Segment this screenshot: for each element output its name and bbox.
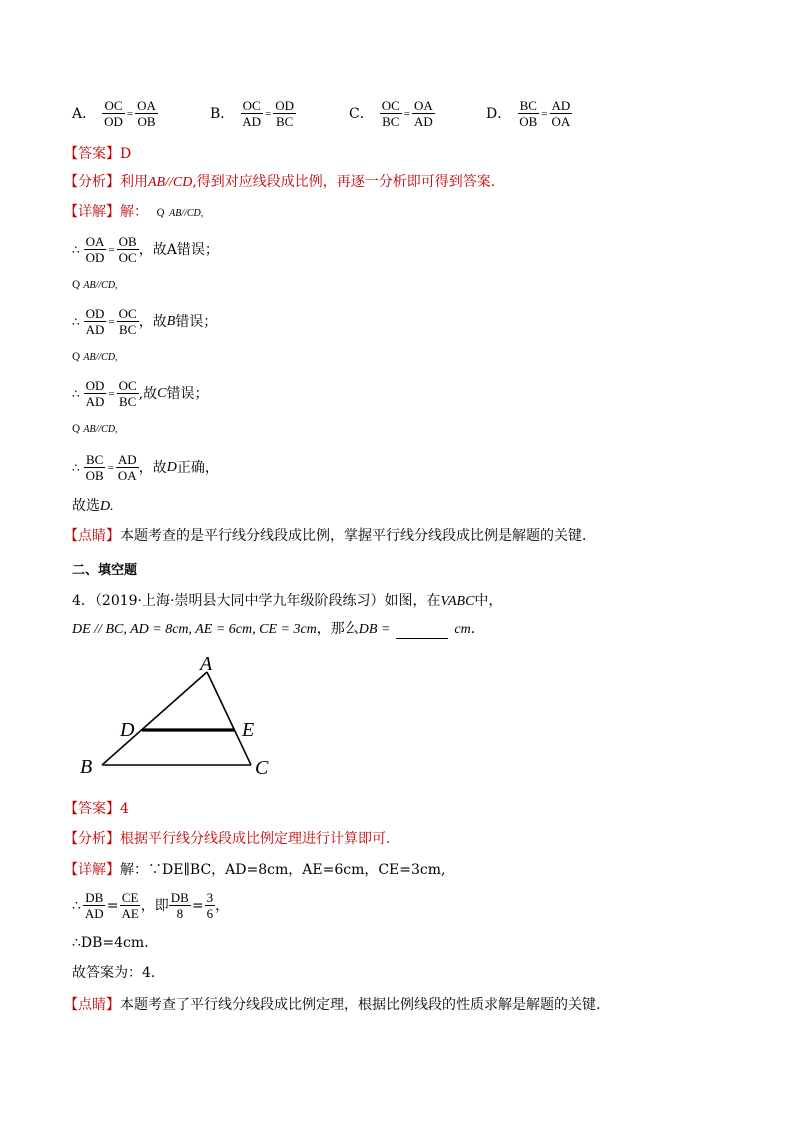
denominator: OD <box>104 114 123 129</box>
fraction <box>550 98 573 129</box>
comment-text: 本题考查了平行线分线段成比例定理，根据比例线段的性质求解是解题的关键. <box>120 997 601 1013</box>
question-source: （2019·上海·崇明县大同中学九年级阶段练习）如图，在 <box>94 593 441 609</box>
detail-text: 解：∵DE∥BC，AD=8cm，AE=6cm，CE=3cm, <box>120 862 446 878</box>
fraction <box>240 98 263 129</box>
numerator: OC <box>118 378 137 393</box>
q3-analysis <box>64 173 505 192</box>
fraction <box>205 890 216 921</box>
step-row <box>72 452 219 483</box>
equals-sign: = <box>541 107 548 120</box>
numerator: AD <box>551 98 571 113</box>
answer-tag: 【答案】 <box>64 801 120 817</box>
fraction <box>117 306 139 337</box>
numerator: BC <box>86 452 104 467</box>
equals-sign: = <box>108 243 115 256</box>
reason-text: AB//CD, <box>83 352 118 363</box>
because-symbol: Q <box>156 208 165 219</box>
comma: ， <box>215 897 230 914</box>
denominator: AD <box>84 906 104 921</box>
triangle-figure <box>72 650 292 780</box>
step-row <box>72 306 217 337</box>
reason-line <box>72 280 118 292</box>
numerator: OC <box>118 306 137 321</box>
analysis-prefix: 利用 <box>120 174 148 190</box>
option-c <box>349 98 435 129</box>
denominator: BC <box>119 394 137 409</box>
denominator: BC <box>119 322 137 337</box>
equals-sign: = <box>265 107 272 120</box>
fraction <box>84 378 107 409</box>
q4-answer <box>64 800 129 818</box>
analysis-text: ,得到对应线段成比例，再逐一分析即可得到答案． <box>192 174 505 190</box>
q3-choice <box>72 497 114 516</box>
detail-intro: 解： <box>120 204 148 220</box>
equals-sign: = <box>191 897 204 914</box>
option-a <box>72 98 158 129</box>
denominator: AD <box>414 114 433 129</box>
q4-comment <box>64 996 600 1014</box>
denominator: OB <box>137 114 156 129</box>
step-text: ，故 <box>138 313 167 330</box>
numerator: OC <box>242 98 261 113</box>
stem-text: 中， <box>474 593 503 609</box>
numerator: OA <box>137 98 156 113</box>
equals-sign: = <box>106 897 119 914</box>
fraction <box>102 98 125 129</box>
q4-result: ∴DB=4cm. <box>72 935 149 951</box>
q4-proportion-row <box>72 890 229 921</box>
denominator: OB <box>519 114 538 129</box>
denominator: OA <box>117 468 137 483</box>
denominator: AD <box>85 394 105 409</box>
step-letter: C <box>157 385 167 401</box>
because-symbol: Q <box>72 424 81 435</box>
fraction <box>119 890 140 921</box>
step-letter: B <box>166 313 176 329</box>
step-row <box>72 234 219 265</box>
fraction <box>412 98 435 129</box>
fraction <box>117 234 139 265</box>
step-letter: D <box>166 459 177 475</box>
q3-detail-header <box>64 203 203 221</box>
answer-tag: 【答案】 <box>64 146 120 162</box>
answer-value: D <box>120 146 132 162</box>
comment-tag: 【点睛】 <box>64 997 120 1013</box>
triangle-symbol: V <box>440 594 448 609</box>
equals-sign: = <box>107 461 114 474</box>
fraction <box>84 452 106 483</box>
numerator: OA <box>414 98 433 113</box>
numerator: 3 <box>206 890 214 905</box>
option-letter: D． <box>486 105 512 122</box>
denominator: 6 <box>206 906 214 921</box>
choice-letter: D. <box>100 499 114 514</box>
option-b <box>210 98 296 129</box>
fraction <box>517 98 539 129</box>
q4-stem-line2 <box>72 620 485 639</box>
fraction <box>273 98 296 129</box>
because-symbol: Q <box>72 280 81 291</box>
fraction <box>380 98 402 129</box>
numerator: OC <box>104 98 123 113</box>
denominator: BC <box>382 114 400 129</box>
option-letter: B． <box>210 105 235 122</box>
connector-text: ，即 <box>140 897 169 914</box>
unknown-label: DB = <box>358 622 391 637</box>
numerator: OD <box>85 378 105 393</box>
numerator: OA <box>85 234 105 249</box>
stem-text: ，那么 <box>316 621 359 637</box>
fraction <box>83 890 106 921</box>
q4-final-answer: 故答案为：4. <box>72 965 156 981</box>
numerator: OD <box>85 306 105 321</box>
triangle-name: ABC <box>447 594 475 609</box>
q4-analysis <box>64 830 400 848</box>
label-e: E <box>242 719 255 741</box>
fraction <box>169 890 191 921</box>
reason-text: AB//CD, <box>83 424 118 435</box>
step-text: ,故 <box>138 385 158 402</box>
reason-line <box>72 424 118 436</box>
denominator: 8 <box>176 906 184 921</box>
given-conditions: DE // BC, AD = 8cm, AE = 6cm, CE = 3cm <box>72 622 317 637</box>
numerator: DB <box>170 890 189 905</box>
detail-tag: 【详解】 <box>64 204 120 220</box>
fraction <box>84 234 107 265</box>
label-c: C <box>255 757 269 779</box>
reason-text: AB//CD, <box>83 280 118 291</box>
numerator: OC <box>381 98 400 113</box>
reason-line <box>72 352 118 364</box>
analysis-text: 根据平行线分线段成比例定理进行计算即可． <box>120 831 400 847</box>
therefore-symbol: ∴ <box>72 386 80 401</box>
fraction <box>135 98 158 129</box>
numerator: OB <box>118 234 137 249</box>
answer-value: 4 <box>120 801 129 817</box>
section-heading: 二、填空题 <box>72 563 138 578</box>
q4-stem-line1 <box>72 592 502 611</box>
step-text: 错误； <box>175 313 218 330</box>
denominator: OD <box>85 250 105 265</box>
denominator: OB <box>85 468 104 483</box>
answer-blank <box>396 626 448 639</box>
analysis-tag: 【分析】 <box>64 831 120 847</box>
denominator: BC <box>276 114 294 129</box>
period: ． <box>470 621 485 637</box>
question-number: 4． <box>72 593 95 609</box>
equals-sign: = <box>126 107 134 120</box>
numerator: CE <box>121 890 139 905</box>
therefore-symbol: ∴ <box>72 460 80 475</box>
analysis-tag: 【分析】 <box>64 174 120 190</box>
fraction <box>84 306 107 337</box>
step-text: ，故 <box>138 459 167 476</box>
equals-sign: = <box>108 315 115 328</box>
comment-tag: 【点睛】 <box>64 528 120 544</box>
fraction <box>117 378 139 409</box>
numerator: BC <box>519 98 537 113</box>
q3-answer <box>64 145 131 163</box>
fraction <box>116 452 139 483</box>
step-conclusion: ，故A错误； <box>138 241 219 258</box>
therefore-symbol: ∴ <box>72 897 81 914</box>
numerator: OD <box>275 98 295 113</box>
reason-text: AB//CD, <box>169 208 204 219</box>
because-symbol: Q <box>72 352 81 363</box>
denominator: AD <box>85 322 105 337</box>
therefore-symbol: ∴ <box>72 242 80 257</box>
option-letter: C． <box>349 105 374 122</box>
step-text: 正确， <box>176 459 219 476</box>
option-letter: A． <box>72 105 97 122</box>
denominator: OC <box>118 250 137 265</box>
choice-text: 故选 <box>72 498 100 514</box>
denominator: OA <box>551 114 571 129</box>
denominator: AD <box>242 114 262 129</box>
equals-sign: = <box>403 107 410 120</box>
side-ab <box>102 672 207 765</box>
denominator: AE <box>121 906 139 921</box>
comment-text: 本题考查的是平行线分线段成比例，掌握平行线分线段成比例是解题的关键． <box>120 528 596 544</box>
step-text: 错误； <box>166 385 209 402</box>
detail-tag: 【详解】 <box>64 862 120 878</box>
label-a: A <box>200 653 213 675</box>
q4-detail-header <box>64 861 445 879</box>
option-d <box>486 98 572 129</box>
therefore-symbol: ∴ <box>72 314 80 329</box>
numerator: DB <box>85 890 104 905</box>
analysis-math: AB//CD <box>148 175 193 190</box>
label-d: D <box>120 719 135 741</box>
unit-label: cm <box>454 622 471 637</box>
label-b: B <box>80 756 93 778</box>
step-row <box>72 378 209 409</box>
equals-sign: = <box>108 387 115 400</box>
q3-comment <box>64 527 596 545</box>
numerator: AD <box>117 452 137 467</box>
